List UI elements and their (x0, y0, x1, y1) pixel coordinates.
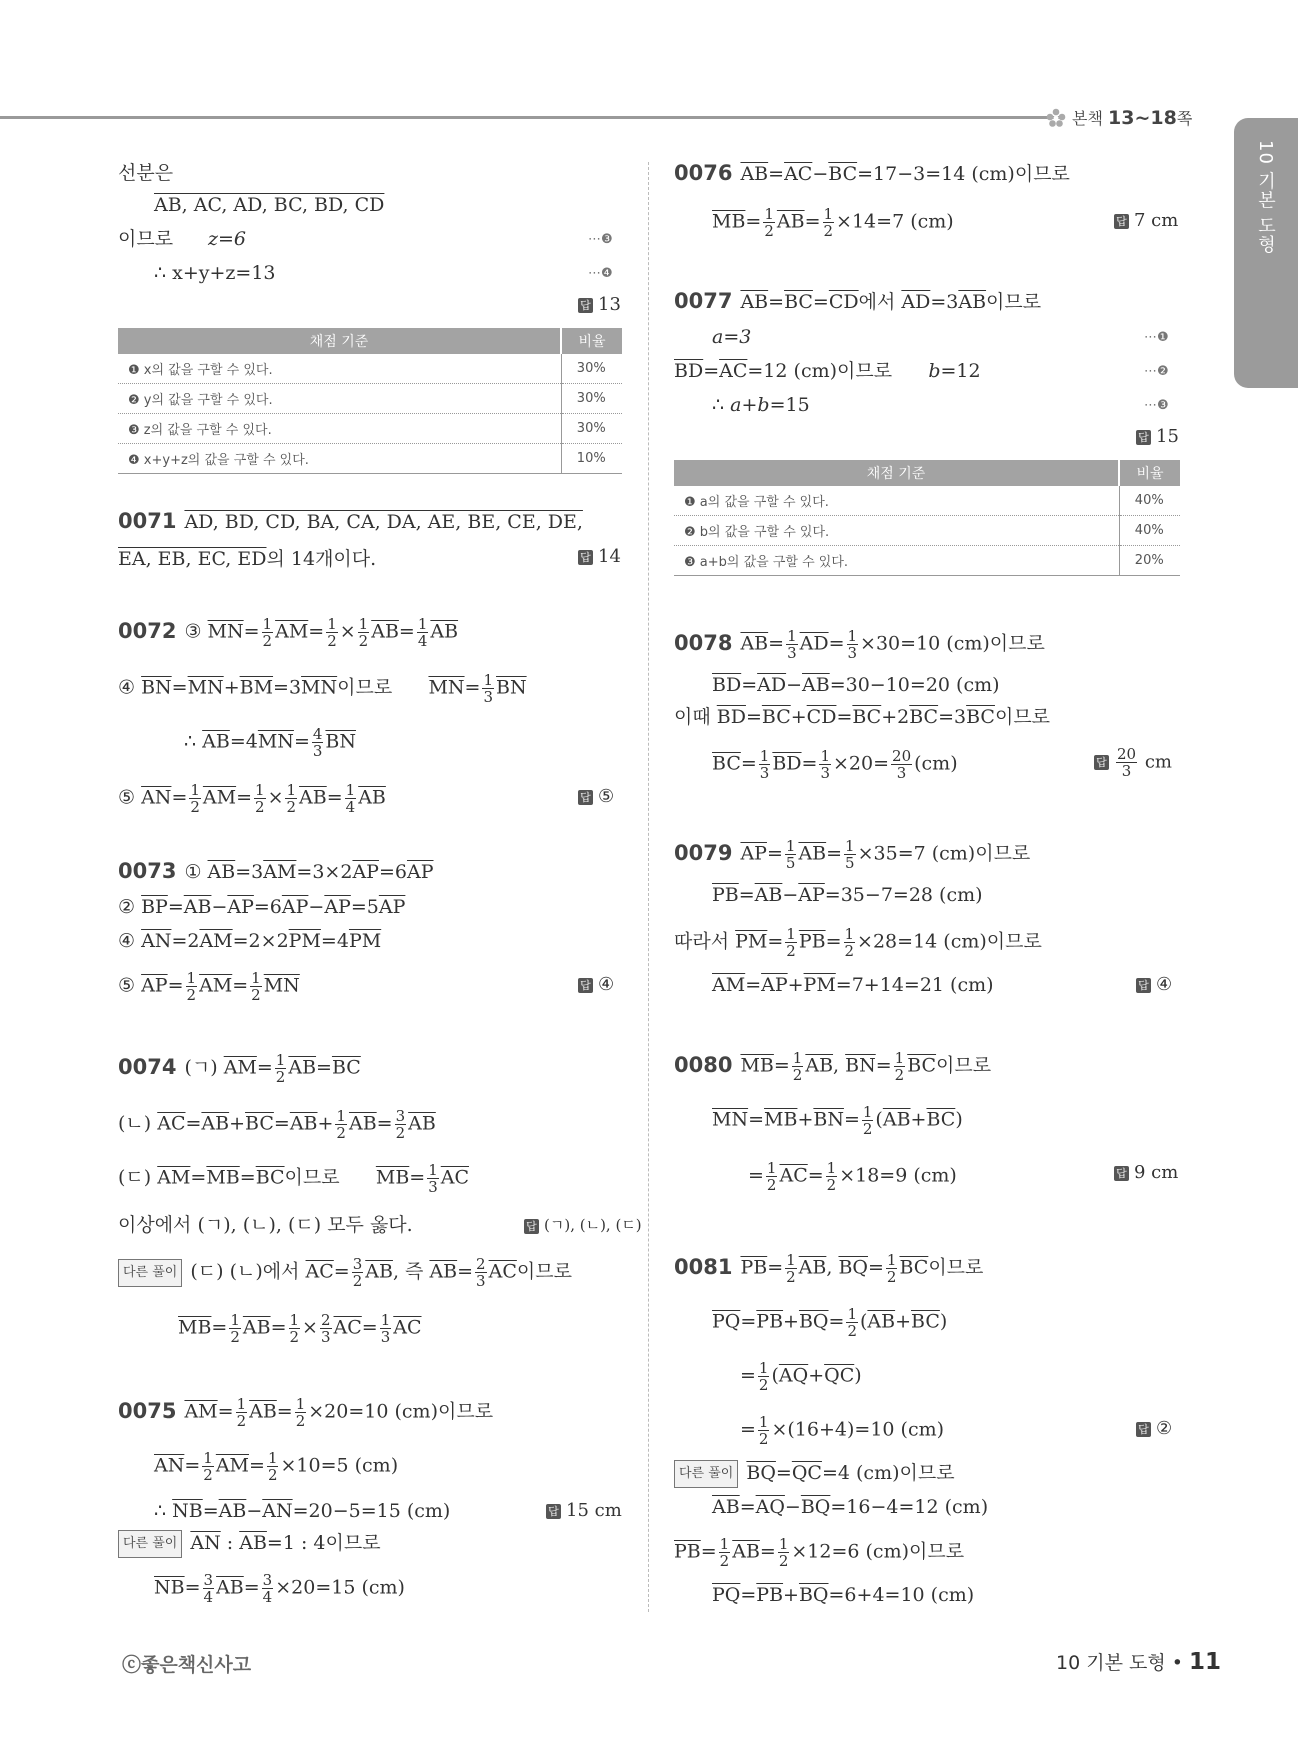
p77-line3: $\overline{BD}=\overline{AC}=12$ (cm)이므로 b=12 (674, 360, 981, 382)
p71-line2: EA, EB, EC, ED의 14개이다. (118, 548, 377, 570)
p81-alt-line2: $\overline{AB}=\overline{AQ}-\overline{BQ}=16-4=12$ (cm) (712, 1496, 989, 1518)
mark-4: ⋯❹ (588, 266, 613, 281)
p74-line2: (ㄴ) $\overline{AC}=\overline{AB}+\overline{BC}=\overline{AB}+$ $\frac{1}{2}$ $\overline{AB}=$ $\frac{3}{2}$ $\overline{AB}$ (118, 1107, 436, 1142)
p74-line1: 0074 (ㄱ) $\overline{AM}=$ $\frac{1}{2}$ $\overline{AB}=\overline{BC}$ (118, 1051, 361, 1086)
p81-line2: $\overline{PQ}=\overline{PB}+\overline{BQ}=$ $\frac{1}{2}$ $(\overline{AB}+\overline{BC})$ (712, 1305, 948, 1340)
p81-alt-line4: $\overline{PQ}=\overline{PB}+\overline{BQ}=6+4=10$ (cm) (712, 1584, 975, 1606)
p80-line3: = $\frac{1}{2}$ $\overline{AC}=$ $\frac{1}{2}$ ×18=9 (cm) (748, 1159, 957, 1194)
p81-alt-line1: 다른 풀이 $\overline{BQ}=\overline{QC}=4$ (cm)이므로 (674, 1460, 955, 1488)
p79-line1: 0079 $\overline{AP}=$ $\frac{1}{5}$ $\overline{AB}=$ $\frac{1}{5}$ ×35=7 (cm)이므로 (674, 837, 1031, 872)
p81-answer: 답 ② (1136, 1418, 1172, 1439)
chapter-tab-label: 10 기본 도형 (1255, 140, 1276, 255)
p73-line2: ② $\overline{BP}=\overline{AB}-\overline{AP}=6\overline{AP}-\overline{AP}=5\overline{AP}$ (118, 896, 406, 918)
table-row: ❶ x의 값을 구할 수 있다. 30% (118, 354, 622, 384)
p70-line3b: z=6 (208, 228, 247, 250)
p80-line1: 0080 $\overline{MB}=$ $\frac{1}{2}$ $\overline{AB}$, $\overline{BN}=$ $\frac{1}{2}$ $\overline{BC}$이므로 (674, 1049, 992, 1084)
grading-table-left (118, 328, 622, 474)
page-ref-suffix: 쪽 (1176, 109, 1193, 128)
p74-conclusion: 이상에서 (ㄱ), (ㄴ), (ㄷ) 모두 옳다. (118, 1214, 413, 1236)
table-row: ❷ y의 값을 구할 수 있다. 30% (118, 384, 622, 414)
p75-answer: 답 15 cm (546, 1500, 622, 1521)
p80-line2: $\overline{MN}=\overline{MB}+\overline{BN}=$ $\frac{1}{2}$ $(\overline{AB}+\overline{BC})$ (712, 1103, 963, 1138)
p75-alt-line2: $\overline{NB}=$ $\frac{3}{4}$ $\overline{AB}=$ $\frac{3}{4}$ ×20=15 (cm) (154, 1571, 405, 1606)
page-reference (1072, 106, 1192, 129)
p76-line2: $\overline{MB}=$ $\frac{1}{2}$ $\overline{AB}=$ $\frac{1}{2}$ ×14=7 (cm) (712, 205, 954, 240)
p77-line1: 0077 $\overline{AB}=\overline{BC}=\overline{CD}$에서 $\overline{AD}=3\overline{AB}$이므로 (674, 289, 1042, 313)
p70-answer: 답 13 (578, 294, 621, 315)
page-ref-prefix: 본책 (1072, 109, 1103, 128)
p72-line1: 0072 ③ $\overline{MN}=$ $\frac{1}{2}$ $\overline{AM}=$ $\frac{1}{2}$ × $\frac{1}{2}$ $\overline{AB}=$ $\frac{1}{4}$ $\overline{AB}$ (118, 615, 459, 650)
p75-line3: ∴ $\overline{NB}=\overline{AB}-\overline{AN}=20-5=15$ (cm) (154, 1500, 451, 1522)
p72-line3: ∴ $\overline{AB}=4\overline{MN}=$ $\frac{4}{3}$ $\overline{BN}$ (184, 725, 356, 760)
p75-line1: 0075 $\overline{AM}=$ $\frac{1}{2}$ $\overline{AB}=$ $\frac{1}{2}$ ×20=10 (cm)이므로 (118, 1395, 494, 1430)
p81-line1: 0081 $\overline{PB}=$ $\frac{1}{2}$ $\overline{AB}$, $\overline{BQ}=$ $\frac{1}{2}$ $\overline{BC}$이므로 (674, 1251, 984, 1286)
p79-answer: 답 ④ (1136, 974, 1172, 995)
p81-line3: = $\frac{1}{2}$ $(\overline{AQ}+\overline{QC})$ (740, 1359, 862, 1394)
p78-line1: 0078 $\overline{AB}=$ $\frac{1}{3}$ $\overline{AD}=$ $\frac{1}{3}$ ×30=10 (cm)이므로 (674, 627, 1045, 662)
p73-line3: ④ $\overline{AN}=2\overline{AM}=2\times 2\overline{PM}=4\overline{PM}$ (118, 930, 382, 952)
p72-line2: ④ $\overline{BN}=\overline{MN}+\overline{BM}=3\overline{MN}$이므로 $\overline{MN}=$ $\frac{1}{3}$ $\overline{BN}$ (118, 671, 527, 706)
p75-alt-line1: 다른 풀이 $\overline{AN}$ : $\overline{AB}=1$ : 4이므로 (118, 1530, 381, 1558)
p78-line4: $\overline{BC}=$ $\frac{1}{3}$ $\overline{BD}=$ $\frac{1}{3}$ ×20= $\frac{20}{3}$ (cm) (712, 747, 958, 782)
table-row: ❸ z의 값을 구할 수 있다. 30% (118, 414, 622, 444)
p80-answer: 답 9 cm (1114, 1162, 1178, 1183)
page-number: 11 (1188, 1649, 1221, 1675)
table-row: ❶ a의 값을 구할 수 있다. 40% (674, 486, 1180, 516)
p70-line3a: 이므로 (118, 228, 174, 250)
p70-line1: 선분은 (118, 162, 174, 184)
footer-page-info: 10 기본 도형 • 11 (1056, 1649, 1221, 1675)
p77-line4: ∴ a+b=15 (712, 394, 810, 416)
p81-alt-line3: $\overline{PB}=$ $\frac{1}{2}$ $\overline{AB}=$ $\frac{1}{2}$ ×12=6 (cm)이므로 (674, 1535, 965, 1570)
publisher-label: ⓒ좋은책신사고 (122, 1654, 252, 1676)
p71-answer: 답 14 (578, 546, 621, 567)
p76-line1: 0076 $\overline{AB}=\overline{AC}-\overline{BC}=17-3=14$ (cm)이므로 (674, 161, 1070, 185)
p77-line2: a=3 (712, 326, 752, 348)
p78-answer: 답 $\frac{20}{3}$ cm (1094, 746, 1172, 779)
answer-icon: 답 (578, 298, 593, 313)
mark-3: ⋯❸ (1144, 398, 1169, 413)
p71-line1: 0071 AD, BD, CD, BA, CA, DA, AE, BE, CE, DE, (118, 509, 583, 533)
p79-line3: 따라서 $\overline{PM}=$ $\frac{1}{2}$ $\overline{PB}=$ $\frac{1}{2}$ ×28=14 (cm)이므로 (674, 925, 1042, 960)
footer-chapter: 10 기본 도형 (1056, 1652, 1166, 1674)
p74-answer: 답 (ㄱ), (ㄴ), (ㄷ) (524, 1214, 642, 1235)
column-divider (648, 162, 649, 1612)
p78-line3: 이때 $\overline{BD}=\overline{BC}+\overline{CD}=\overline{BC}+2\overline{BC}=3\overline{BC}$이므로 (674, 706, 1051, 728)
p73-line4: ⑤ $\overline{AP}=$ $\frac{1}{2}$ $\overline{AM}=$ $\frac{1}{2}$ $\overline{MN}$ (118, 969, 300, 1004)
p72-answer: 답 ⑤ (578, 786, 614, 807)
p70-segments: AB, AC, AD, BC, BD, CD (154, 194, 385, 216)
grading-header-ratio: 비율 (561, 328, 622, 354)
grading-header-ratio: 비율 (1119, 460, 1180, 486)
p79-line4: $\overline{AM}=\overline{AP}+\overline{PM}=7+14=21$ (cm) (712, 974, 994, 996)
p70-line4: ∴ x+y+z=13 (154, 262, 276, 284)
grading-header-criteria: 채점 기준 (674, 460, 1119, 486)
p81-line4: = $\frac{1}{2}$ ×(16+4)=10 (cm) (740, 1413, 945, 1448)
grading-table-right (674, 460, 1180, 576)
p75-line2: $\overline{AN}=$ $\frac{1}{2}$ $\overline{AM}=$ $\frac{1}{2}$ ×10=5 (cm) (154, 1449, 399, 1484)
p72-line4: ⑤ $\overline{AN}=$ $\frac{1}{2}$ $\overline{AM}=$ $\frac{1}{2}$ × $\frac{1}{2}$ $\overline{AB}=$ $\frac{1}{4}$ $\overline{AB}$ (118, 781, 386, 816)
mark-1: ⋯❶ (1144, 330, 1169, 345)
table-row: ❹ x+y+z의 값을 구할 수 있다. 10% (118, 444, 622, 474)
p77-answer: 답 15 (1136, 426, 1179, 447)
mark-2: ⋯❷ (1144, 364, 1169, 379)
p73-line1: 0073 ① $\overline{AB}=3\overline{AM}=3\times 2\overline{AP}=6\overline{AP}$ (118, 859, 434, 883)
p74-alt-line2: $\overline{MB}=$ $\frac{1}{2}$ $\overline{AB}=$ $\frac{1}{2}$ × $\frac{2}{3}$ $\overline{AC}=$ $\frac{1}{3}$ $\overline{AC}$ (178, 1311, 422, 1346)
table-row: ❷ b의 값을 구할 수 있다. 40% (674, 516, 1180, 546)
header-rule (0, 116, 1060, 119)
alt-solution-badge: 다른 풀이 (118, 1259, 182, 1287)
p78-line2: $\overline{BD}=\overline{AD}-\overline{AB}=30-10=20$ (cm) (712, 674, 1000, 696)
flower-icon (1046, 108, 1066, 128)
mark-3: ⋯❸ (588, 232, 613, 247)
p76-answer: 답 7 cm (1114, 210, 1178, 231)
chapter-tab[interactable] (1234, 118, 1298, 388)
grading-header-criteria: 채점 기준 (118, 328, 561, 354)
p74-alt-line1: 다른 풀이 (ㄷ) (ㄴ)에서 $\overline{AC}=$ $\frac{3}{2}$ $\overline{AB}$, 즉 $\overline{AB}=$ $\frac{2}{3}$ $\overline{AC}$이므로 (118, 1256, 572, 1289)
page-ref-range: 13~18 (1108, 107, 1177, 129)
p73-answer: 답 ④ (578, 974, 614, 995)
table-row: ❸ a+b의 값을 구할 수 있다. 20% (674, 546, 1180, 576)
p74-line3: (ㄷ) $\overline{AM}=\overline{MB}=\overline{BC}$이므로 $\overline{MB}=$ $\frac{1}{3}$ $\overline{AC}$ (118, 1161, 470, 1196)
p79-line2: $\overline{PB}=\overline{AB}-\overline{AP}=35-7=28$ (cm) (712, 884, 983, 906)
